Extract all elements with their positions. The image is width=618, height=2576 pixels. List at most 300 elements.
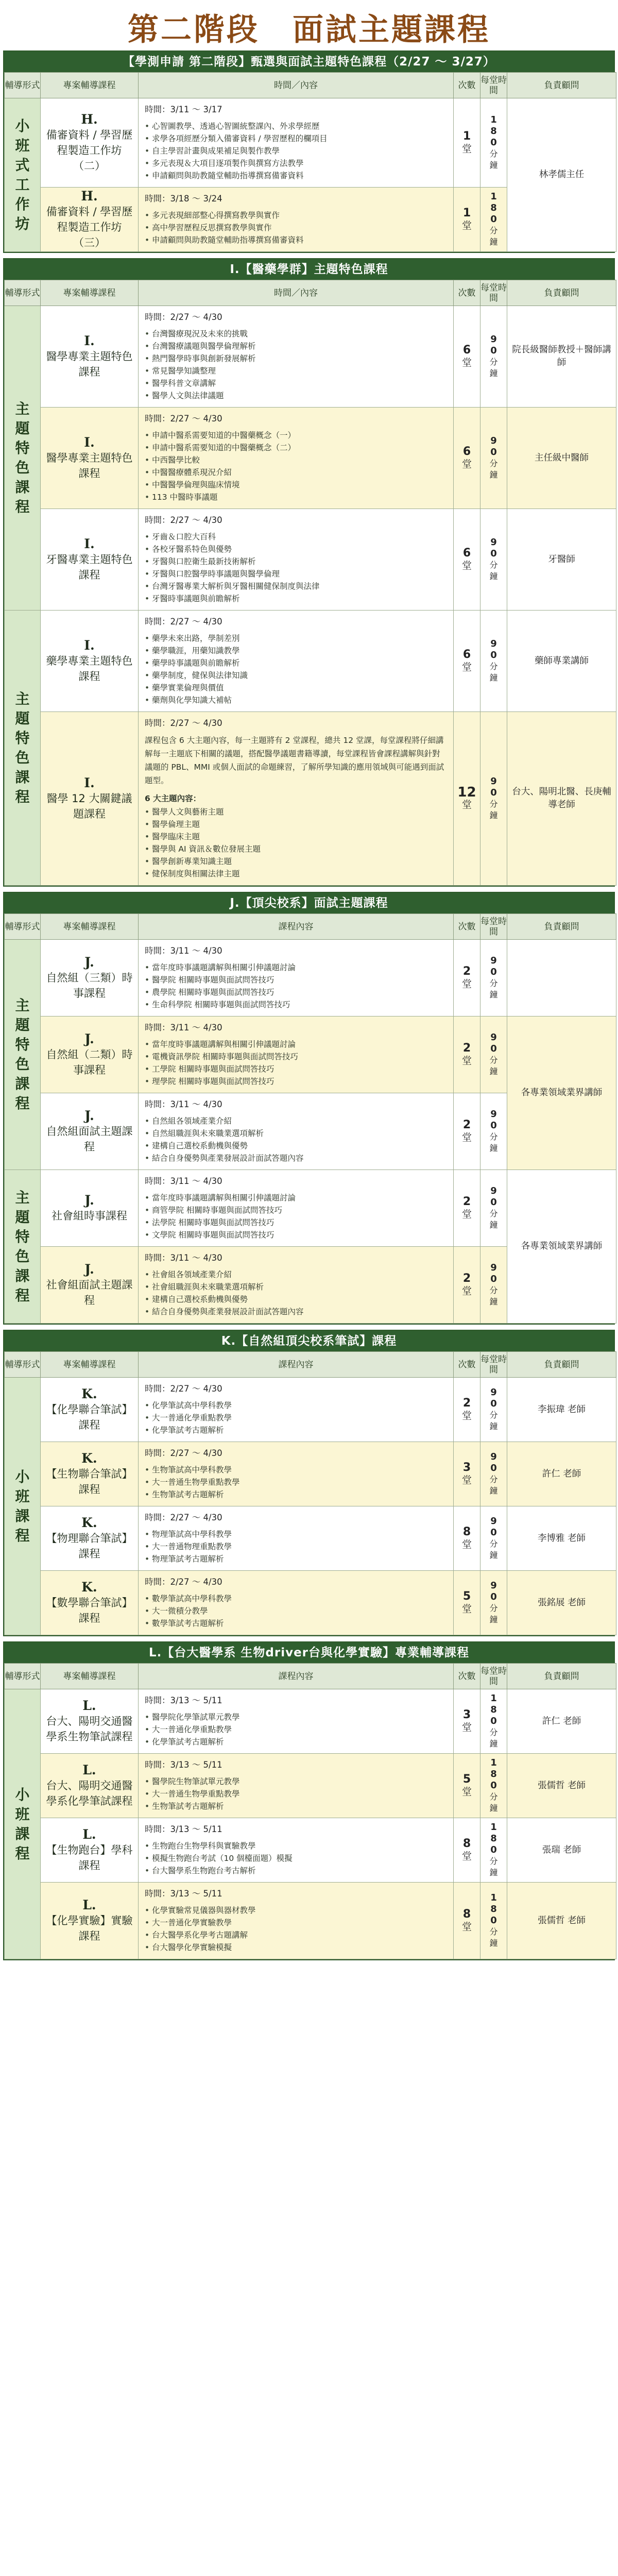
column-header-content: 課程內容 xyxy=(139,1664,454,1689)
course-content-cell xyxy=(139,1883,454,1959)
duration-value: 90 xyxy=(490,1032,497,1054)
session-count-cell xyxy=(454,1506,480,1571)
duration-value: 90 xyxy=(490,1387,497,1409)
content-item: • 多元表現細部整心得撰寫教學與實作 xyxy=(145,209,447,222)
duration-unit: 分鐘 xyxy=(489,459,498,480)
duration-value: 180 xyxy=(490,1892,497,1926)
header-row xyxy=(5,1352,616,1378)
course-name-cell xyxy=(41,306,139,408)
content-item: • 自然組職涯與未來職業選項解析 xyxy=(145,1127,447,1140)
session-count: 2 xyxy=(462,1397,471,1410)
course-row xyxy=(5,712,616,886)
duration-value: 90 xyxy=(490,638,497,660)
course-row xyxy=(5,408,616,509)
content-item: • 化學筆試考古題解析 xyxy=(145,1424,447,1436)
content-list xyxy=(145,1399,447,1436)
course-code: I. xyxy=(84,333,95,348)
session-duration xyxy=(489,1185,499,1231)
column-header-course: 專案輔導課程 xyxy=(41,280,139,306)
course-name-cell xyxy=(41,1883,139,1959)
session-duration-cell xyxy=(480,509,507,611)
course-row xyxy=(5,306,616,408)
column-header-hours: 每堂時間 xyxy=(480,1352,507,1378)
content-list xyxy=(145,531,447,605)
content-item: • 大一普通生物學重點教學 xyxy=(145,1788,447,1800)
course-code: I. xyxy=(84,638,95,653)
session-count: 5 xyxy=(462,1773,471,1786)
session-unit: 堂 xyxy=(461,662,472,673)
content-item: • 申請中醫系需要知道的中醫藥概念（一） xyxy=(145,429,447,442)
section-title: 【學測申請 第二階段】甄選與面試主題特色課程（2/27 ～ 3/27） xyxy=(4,52,614,72)
course-code: L. xyxy=(82,1698,96,1713)
course-time: 時間：2/27 ～ 4/30 xyxy=(145,1577,222,1587)
course-time: 時間：2/27 ～ 4/30 xyxy=(145,617,222,626)
session-count: 6 xyxy=(462,648,471,661)
session-duration xyxy=(489,1693,499,1750)
column-header-count: 次數 xyxy=(454,1664,480,1689)
content-item: • 化學筆試考古題解析 xyxy=(145,1736,447,1748)
course-name-cell xyxy=(41,712,139,886)
content-list xyxy=(145,1038,447,1088)
content-item: • 藥學制度，健保與法律知識 xyxy=(145,669,447,682)
section-l xyxy=(3,1641,615,1960)
content-item: • 申請中醫系需要知道的中醫藥概念（二） xyxy=(145,442,447,454)
session-duration-cell xyxy=(480,1818,507,1883)
course-row xyxy=(5,1378,616,1442)
duration-unit: 分鐘 xyxy=(489,1055,498,1076)
session-duration-cell xyxy=(480,1442,507,1506)
course-row xyxy=(5,1571,616,1635)
column-header-form: 輔導形式 xyxy=(5,1352,41,1378)
content-list xyxy=(145,1904,447,1954)
content-item: • 法學院 相關時事題與面試問答技巧 xyxy=(145,1216,447,1229)
course-content-cell xyxy=(139,1689,454,1754)
session-count-cell xyxy=(454,1754,480,1818)
section-i xyxy=(3,258,615,887)
session-count: 2 xyxy=(462,1272,471,1285)
session-duration xyxy=(489,1387,499,1432)
session-duration xyxy=(489,1822,499,1878)
session-unit: 堂 xyxy=(461,1132,472,1143)
course-time: 時間：2/27 ～ 4/30 xyxy=(145,414,222,423)
column-header-count: 次數 xyxy=(454,73,480,98)
course-content-cell xyxy=(139,1247,454,1324)
content-item: • 文學院 相關時事題與面試問答技巧 xyxy=(145,1229,447,1241)
course-code: L. xyxy=(82,1897,96,1912)
duration-unit: 分鐘 xyxy=(489,226,498,247)
session-count: 2 xyxy=(462,1118,471,1131)
course-time: 時間：3/11 ～ 4/30 xyxy=(145,1253,222,1263)
content-item: • 生物筆試高中學科教學 xyxy=(145,1464,447,1476)
session-count-cell xyxy=(454,1170,480,1247)
column-header-course: 專案輔導課程 xyxy=(41,1352,139,1378)
duration-value: 90 xyxy=(490,776,497,798)
session-unit: 堂 xyxy=(461,1851,472,1862)
content-item: • 理學院 相關時事題與面試問答技巧 xyxy=(145,1075,447,1088)
session-count: 5 xyxy=(462,1590,471,1603)
session-count-cell xyxy=(454,306,480,408)
content-item: • 當年度時事議題講解與相關引伸議題討論 xyxy=(145,961,447,974)
course-time: 時間：3/18 ～ 3/24 xyxy=(145,194,222,204)
content-item: • 台大醫學化學實驗模擬 xyxy=(145,1941,447,1954)
content-item: • 醫學人文與藝術主題 xyxy=(145,806,447,818)
column-header-time_content: 時間／內容 xyxy=(139,73,454,98)
column-header-hours: 每堂時間 xyxy=(480,73,507,98)
session-count: 6 xyxy=(462,547,471,560)
course-content-cell xyxy=(139,509,454,611)
content-item: • 大一普通化學實驗教學 xyxy=(145,1917,447,1929)
course-name: 自然組（三類）時事課程 xyxy=(46,972,133,999)
duration-value: 90 xyxy=(490,435,497,457)
course-time: 時間：2/27 ～ 4/30 xyxy=(145,515,222,525)
session-count: 8 xyxy=(462,1908,471,1921)
session-duration-cell xyxy=(480,1883,507,1959)
column-header-hours: 每堂時間 xyxy=(480,1664,507,1689)
content-item: • 化學筆試高中學科教學 xyxy=(145,1399,447,1412)
content-list xyxy=(145,1528,447,1565)
course-name-cell xyxy=(41,1754,139,1818)
column-header-course: 專案輔導課程 xyxy=(41,1664,139,1689)
column-header-form: 輔導形式 xyxy=(5,73,41,98)
content-item: • 藥學未來出路，學制差別 xyxy=(145,632,447,645)
content-list xyxy=(145,632,447,706)
section-h xyxy=(3,50,615,253)
course-name: 【數學聯合筆試】課程 xyxy=(46,1597,133,1624)
advisor-cell: 各專業領域業界講師 xyxy=(507,1016,616,1170)
session-unit: 堂 xyxy=(461,143,472,155)
course-code: L. xyxy=(82,1762,96,1777)
content-item: • 中醫醫療體系現況介紹 xyxy=(145,466,447,479)
format-cell xyxy=(5,98,41,252)
duration-value: 90 xyxy=(490,1516,497,1538)
course-name: 牙醫專業主題特色課程 xyxy=(46,553,133,581)
content-list xyxy=(145,429,447,503)
advisor-cell: 牙醫師 xyxy=(507,509,616,611)
content-item: • 各校牙醫系特色與優勢 xyxy=(145,543,447,555)
content-list xyxy=(145,1464,447,1501)
course-time: 時間：3/11 ～ 4/30 xyxy=(145,1023,222,1032)
header-row xyxy=(5,73,616,98)
content-list xyxy=(145,209,447,246)
session-count: 6 xyxy=(462,445,471,458)
content-item: • 物理筆試考古題解析 xyxy=(145,1553,447,1565)
content-list xyxy=(145,1775,447,1812)
content-item: • 數學筆試考古題解析 xyxy=(145,1617,447,1630)
course-code: H. xyxy=(81,112,98,127)
course-name: 醫學專業主題特色課程 xyxy=(46,452,133,480)
session-duration-cell xyxy=(480,1170,507,1247)
column-header-count: 次數 xyxy=(454,280,480,306)
duration-unit: 分鐘 xyxy=(489,1285,498,1307)
course-time: 時間：3/11 ～ 4/30 xyxy=(145,946,222,956)
duration-unit: 分鐘 xyxy=(489,1132,498,1153)
content-item: • 醫學與 AI 資訊＆數位發展主題 xyxy=(145,843,447,855)
content-item: • 工學院 相關時事題與面試問答技巧 xyxy=(145,1063,447,1075)
course-table xyxy=(4,1351,616,1635)
advisor-cell: 張銘展 老師 xyxy=(507,1571,616,1635)
session-duration xyxy=(489,435,499,481)
column-header-course: 專案輔導課程 xyxy=(41,914,139,940)
format-label: 主題特色課程 xyxy=(15,690,30,805)
session-duration xyxy=(489,114,499,171)
section-k xyxy=(3,1330,615,1636)
content-item: • 生物跑台生物學科與實驗教學 xyxy=(145,1840,447,1852)
course-row xyxy=(5,611,616,712)
format-label: 主題特色課程 xyxy=(15,1189,30,1304)
advisor-cell: 張瑞 老師 xyxy=(507,1818,616,1883)
duration-value: 90 xyxy=(490,1109,497,1131)
course-code: I. xyxy=(84,775,95,790)
session-duration xyxy=(489,955,499,1001)
duration-unit: 分鐘 xyxy=(489,560,498,581)
advisor-cell: 主任級中醫師 xyxy=(507,408,616,509)
content-list xyxy=(145,806,447,880)
header-row xyxy=(5,280,616,306)
format-label: 主題特色課程 xyxy=(15,997,30,1112)
content-item: • 藥學職涯，用藥知識教學 xyxy=(145,645,447,657)
session-count: 8 xyxy=(462,1837,471,1850)
advisor-cell: 許仁 老師 xyxy=(507,1442,616,1506)
course-name-cell xyxy=(41,940,139,1016)
course-name-cell xyxy=(41,509,139,611)
column-header-count: 次數 xyxy=(454,914,480,940)
course-row xyxy=(5,1442,616,1506)
content-item: • 自主學習計畫與成果補足與製作教學 xyxy=(145,145,447,157)
content-list xyxy=(145,1268,447,1318)
content-item: • 藥學時事議題與前瞻解析 xyxy=(145,657,447,669)
duration-unit: 分鐘 xyxy=(489,1539,498,1560)
course-name: 醫學專業主題特色課程 xyxy=(46,350,133,378)
course-name: 社會組面試主題課程 xyxy=(46,1279,133,1307)
course-table xyxy=(4,280,616,886)
session-count-cell xyxy=(454,1093,480,1170)
content-item: • 台灣醫療議題與醫學倫理解析 xyxy=(145,340,447,352)
content-list xyxy=(145,961,447,1011)
course-time: 時間：2/27 ～ 4/30 xyxy=(145,312,222,322)
content-item: • 生物筆試考古題解析 xyxy=(145,1488,447,1501)
section-title: J.【頂尖校系】面試主題課程 xyxy=(4,893,614,913)
course-content-cell xyxy=(139,1442,454,1506)
course-time: 時間：3/13 ～ 5/11 xyxy=(145,1889,222,1899)
content-item: • 台大醫學系化學考古題講解 xyxy=(145,1929,447,1941)
session-duration xyxy=(489,1757,499,1814)
course-name-cell xyxy=(41,1818,139,1883)
session-count: 6 xyxy=(462,344,471,357)
content-item: • 醫學人文與法律議題 xyxy=(145,389,447,402)
duration-value: 180 xyxy=(490,1693,497,1726)
advisor-cell: 張儒哲 老師 xyxy=(507,1754,616,1818)
course-code: K. xyxy=(81,1451,97,1466)
content-item: • 113 中醫時事議題 xyxy=(145,491,447,503)
section-title: K.【自然組頂尖校系筆試】課程 xyxy=(4,1331,614,1351)
course-code: J. xyxy=(84,1262,94,1277)
content-item: • 結合自身優勢與產業發展設計面試答題內容 xyxy=(145,1152,447,1164)
column-header-hours: 每堂時間 xyxy=(480,914,507,940)
session-duration-cell xyxy=(480,712,507,886)
duration-value: 180 xyxy=(490,191,497,225)
column-header-advisor: 負責顧問 xyxy=(507,1352,616,1378)
session-duration-cell xyxy=(480,611,507,712)
session-duration xyxy=(489,1262,499,1308)
content-item: • 社會組職涯與未來職業選項解析 xyxy=(145,1281,447,1293)
section-title: L.【台大醫學系 生物driver台與化學實驗】專業輔導課程 xyxy=(4,1642,614,1663)
session-unit: 堂 xyxy=(461,799,472,810)
content-item: • 模擬生物跑台考試（10 個檯面題）模擬 xyxy=(145,1852,447,1865)
session-duration-cell xyxy=(480,1247,507,1324)
session-count: 2 xyxy=(462,1195,471,1208)
session-count: 2 xyxy=(462,965,471,978)
content-item: • 醫學院化學筆試單元教學 xyxy=(145,1711,447,1723)
course-row xyxy=(5,940,616,1016)
course-time: 時間：3/11 ～ 3/17 xyxy=(145,105,222,114)
course-name-cell xyxy=(41,1571,139,1635)
column-header-advisor: 負責顧問 xyxy=(507,73,616,98)
content-item: • 建構自己選校系動機與優勢 xyxy=(145,1140,447,1152)
course-code: J. xyxy=(84,1108,94,1123)
content-item: • 多元表現＆大項目逐項製作與撰寫方法教學 xyxy=(145,157,447,170)
advisor-cell: 張儒哲 老師 xyxy=(507,1883,616,1959)
course-name-cell xyxy=(41,1442,139,1506)
course-code: H. xyxy=(81,189,98,204)
session-duration-cell xyxy=(480,1506,507,1571)
column-header-form: 輔導形式 xyxy=(5,914,41,940)
duration-unit: 分鐘 xyxy=(489,1209,498,1230)
course-content-cell xyxy=(139,1506,454,1571)
session-duration-cell xyxy=(480,1571,507,1635)
session-duration xyxy=(489,1516,499,1561)
course-name-cell xyxy=(41,1016,139,1093)
duration-unit: 分鐘 xyxy=(489,799,498,820)
content-item: • 健保制度與相關法律主題 xyxy=(145,868,447,880)
session-duration-cell xyxy=(480,98,507,188)
course-row xyxy=(5,1754,616,1818)
content-item: • 農學院 相關時事題與面試問答技巧 xyxy=(145,986,447,998)
content-item: • 醫學倫理主題 xyxy=(145,818,447,831)
advisor-cell: 各專業領域業界講師 xyxy=(507,1170,616,1324)
session-count-cell xyxy=(454,1247,480,1324)
course-code: L. xyxy=(82,1827,96,1842)
course-name-cell xyxy=(41,1093,139,1170)
session-unit: 堂 xyxy=(461,459,472,470)
course-content-cell xyxy=(139,408,454,509)
content-item: • 大一普通物理重點教學 xyxy=(145,1540,447,1553)
session-duration xyxy=(489,537,499,582)
session-unit: 堂 xyxy=(461,1209,472,1220)
advisor-cell: 許仁 老師 xyxy=(507,1689,616,1754)
duration-value: 90 xyxy=(490,1451,497,1473)
course-name: 備審資料 / 學習歷程製造工作坊（二） xyxy=(46,129,133,172)
course-name: 自然組（二類）時事課程 xyxy=(46,1048,133,1076)
course-code: J. xyxy=(84,955,94,970)
content-item: • 生命科學院 相關時事題與面試問答技巧 xyxy=(145,998,447,1011)
session-unit: 堂 xyxy=(461,1055,472,1066)
advisor-cell xyxy=(507,940,616,1016)
duration-unit: 分鐘 xyxy=(489,1927,498,1948)
session-count-cell xyxy=(454,98,480,188)
duration-unit: 分鐘 xyxy=(489,149,498,170)
content-item: • 生物筆試考古題解析 xyxy=(145,1800,447,1812)
course-name: 藥學專業主題特色課程 xyxy=(46,655,133,683)
session-unit: 堂 xyxy=(461,357,472,368)
session-count-cell xyxy=(454,1571,480,1635)
format-cell xyxy=(5,611,41,886)
content-item: • 電機資訊學院 相關時事題與面試問答技巧 xyxy=(145,1050,447,1063)
column-header-hours: 每堂時間 xyxy=(480,280,507,306)
content-item: • 藥劑與化學知識大補帖 xyxy=(145,694,447,706)
column-header-content: 課程內容 xyxy=(139,914,454,940)
session-unit: 堂 xyxy=(461,1786,472,1798)
session-unit: 堂 xyxy=(461,560,472,571)
session-duration-cell xyxy=(480,188,507,252)
session-count-cell xyxy=(454,408,480,509)
course-name: 醫學 12 大關鍵議題課程 xyxy=(46,792,132,820)
session-unit: 堂 xyxy=(461,220,472,231)
content-item: • 醫學院生物筆試單元教學 xyxy=(145,1775,447,1788)
session-count: 1 xyxy=(462,207,471,219)
course-name-cell xyxy=(41,1506,139,1571)
advisor-cell: 院長級醫師教授＋醫師講師 xyxy=(507,306,616,408)
course-name: 備審資料 / 學習歷程製造工作坊（三） xyxy=(46,206,133,249)
content-item: • 申請顧問與助教隨堂輔助指導撰寫備審資料 xyxy=(145,234,447,246)
content-item: • 求學各項經歷分類入備審資料 / 學習歷程的欄項目 xyxy=(145,132,447,145)
page-title: 第二階段 面試主題課程 xyxy=(128,12,490,48)
session-duration xyxy=(489,191,499,248)
column-header-course: 專案輔導課程 xyxy=(41,73,139,98)
session-duration-cell xyxy=(480,940,507,1016)
session-unit: 堂 xyxy=(461,1722,472,1733)
course-time: 時間：3/11 ～ 4/30 xyxy=(145,1176,222,1186)
course-name-cell xyxy=(41,1689,139,1754)
content-item: • 申請顧問與助教隨堂輔助指導撰寫備審資料 xyxy=(145,170,447,182)
course-content-cell xyxy=(139,1378,454,1442)
course-row xyxy=(5,1883,616,1959)
duration-unit: 分鐘 xyxy=(489,1603,498,1624)
content-item: • 結合自身優勢與產業發展設計面試答題內容 xyxy=(145,1306,447,1318)
content-item: • 牙醫時事議題與前瞻解析 xyxy=(145,592,447,605)
advisor-cell: 李振瑋 老師 xyxy=(507,1378,616,1442)
content-item: • 當年度時事議題講解與相關引伸議題討論 xyxy=(145,1192,447,1204)
column-header-advisor: 負責顧問 xyxy=(507,1664,616,1689)
course-table xyxy=(4,72,616,252)
course-name: 台大、陽明交通醫學系化學筆試課程 xyxy=(46,1780,133,1807)
session-unit: 堂 xyxy=(461,1539,472,1550)
session-unit: 堂 xyxy=(461,1921,472,1933)
course-row xyxy=(5,1689,616,1754)
session-duration xyxy=(489,638,499,684)
content-list xyxy=(145,1592,447,1630)
session-count-cell xyxy=(454,1883,480,1959)
session-duration-cell xyxy=(480,1378,507,1442)
duration-unit: 分鐘 xyxy=(489,662,498,683)
format-cell xyxy=(5,1378,41,1635)
course-content-cell xyxy=(139,611,454,712)
course-time: 時間：2/27 ～ 4/30 xyxy=(145,1513,222,1522)
course-name: 社會組時事課程 xyxy=(52,1210,127,1222)
course-row xyxy=(5,98,616,188)
course-name-cell xyxy=(41,1170,139,1247)
column-header-advisor: 負責顧問 xyxy=(507,280,616,306)
content-item: • 醫學院 相關時事題與面試問答技巧 xyxy=(145,974,447,986)
content-item: • 高中學習歷程反思撰寫教學與實作 xyxy=(145,222,447,234)
content-list xyxy=(145,120,447,182)
content-item: • 社會組各領域產業介紹 xyxy=(145,1268,447,1281)
course-code: K. xyxy=(81,1386,97,1401)
session-duration xyxy=(489,1032,499,1077)
course-time: 時間：3/13 ～ 5/11 xyxy=(145,1760,222,1770)
session-duration xyxy=(489,776,499,821)
duration-value: 90 xyxy=(490,955,497,977)
session-count-cell xyxy=(454,1016,480,1093)
